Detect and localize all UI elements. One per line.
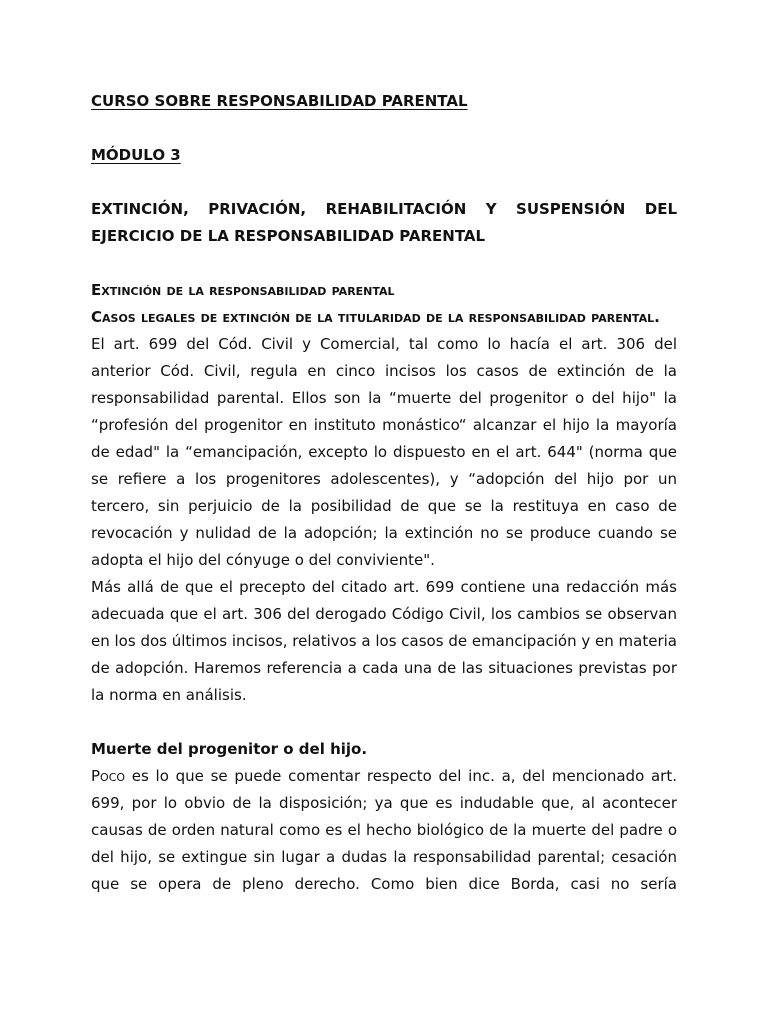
main-title: EXTINCIÓN, PRIVACIÓN, REHABILITACIÓN Y SUSPENSIÓN DEL EJERCICIO DE LA RESPONSABILIDAD PARENTAL [91, 200, 677, 245]
paragraph-1: El art. 699 del Cód. Civil y Comercial, tal como lo hacía el art. 306 del anterior Cód. Civil, regula en cinco incisos los casos de extinción de la responsabilidad parental. Ellos son la “muerte del progenitor o del hijo" la “profesión del progenitor en instituto monástico“ alcanzar el hijo la mayoría de edad" la “emancipación, excepto lo dispuesto en el art. 644" (norma que se refiere a los progenitores adolescentes), y “adopción del hijo por un tercero, sin perjuicio de la posibilidad de que se la restituya en caso de revocación y nulidad de la adopción; la extinción no se produce cuando se adopta el hijo del cónyuge o del conviviente". [91, 335, 677, 569]
paragraph-3-text: es lo que se puede comentar respecto del inc. a, del mencionado art. 699, por lo obvio de la disposición; ya que es indudable que, al acontecer causas de orden natural como es el hecho biológico de la muerte del padre o del hijo, se extingue sin lugar a dudas la responsabilidad parental; cesación que se opera de pleno derecho. Como bien dice Borda, casi no sería [91, 767, 677, 893]
course-title: CURSO SOBRE RESPONSABILIDAD PARENTAL [91, 92, 468, 110]
death-heading: Muerte del progenitor o del hijo. [91, 740, 368, 758]
module-title: MÓDULO 3 [91, 146, 181, 164]
paragraph-3-first-word: Poco [91, 767, 126, 785]
document-body [91, 88, 677, 898]
section-heading: Extinción de la responsabilidad parental [91, 281, 395, 299]
paragraph-3 [91, 763, 677, 898]
subsection-heading: Casos legales de extinción de la titularidad de la responsabilidad parental. [91, 308, 660, 326]
paragraph-2: Más allá de que el precepto del citado art. 699 contiene una redacción más adecuada que el art. 306 del derogado Código Civil, los cambios se observan en los dos últimos incisos, relativos a los casos de emancipación y en materia de adopción. Haremos referencia a cada una de las situaciones previstas por la norma en análisis. [91, 578, 677, 704]
